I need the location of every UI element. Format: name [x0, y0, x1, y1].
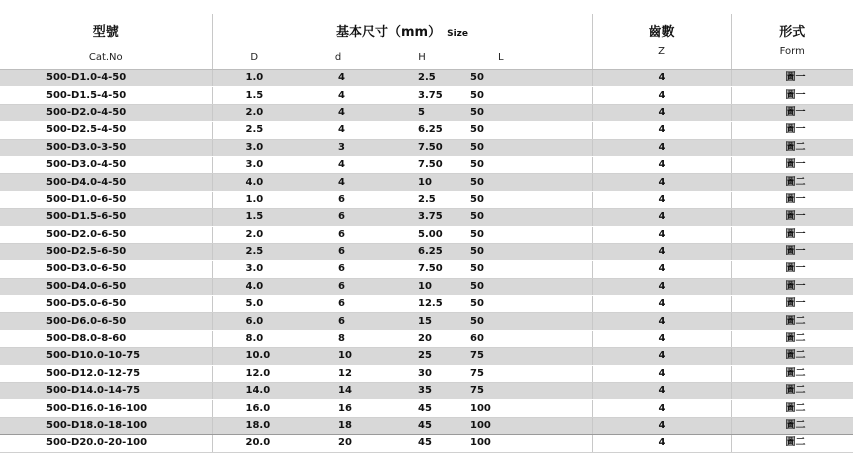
d-cell: 6: [296, 278, 380, 295]
H-cell: 15: [380, 313, 464, 330]
cat-no-cell: 500-D1.5-4-50: [0, 87, 212, 104]
teeth-cell: 4: [592, 70, 731, 87]
D-cell: 16.0: [212, 400, 296, 417]
table-row: [0, 348, 853, 365]
teeth-cell: 4: [592, 139, 731, 156]
size-title-cell: [212, 14, 592, 45]
form-cell: 圖一: [731, 209, 853, 226]
H-cell: 45: [380, 435, 464, 452]
cat-no-cell: 500-D6.0-6-50: [0, 313, 212, 330]
H-cell: 35: [380, 383, 464, 400]
L-cell: 75: [464, 383, 592, 400]
table-row: [0, 435, 853, 452]
cat-no-cell: 500-D16.0-16-100: [0, 400, 212, 417]
L-cell: 50: [464, 296, 592, 313]
size-subtitle: Size: [447, 28, 469, 39]
d-cell: 4: [296, 156, 380, 173]
D-cell: 1.5: [212, 209, 296, 226]
form-cell: 圖二: [731, 313, 853, 330]
L-cell: 100: [464, 435, 592, 452]
H-cell: 3.75: [380, 87, 464, 104]
table-row: [0, 400, 853, 417]
L-cell: 50: [464, 243, 592, 260]
form-title: 形式: [731, 14, 853, 45]
teeth-subtitle: Z: [592, 45, 731, 70]
d-cell: 20: [296, 435, 380, 452]
L-cell: 60: [464, 330, 592, 347]
table-row: [0, 330, 853, 347]
H-cell: 30: [380, 365, 464, 382]
form-cell: 圖二: [731, 365, 853, 382]
cat-no-cell: 500-D1.0-6-50: [0, 191, 212, 208]
table-row: [0, 417, 853, 434]
D-cell: 12.0: [212, 365, 296, 382]
cat-no-cell: 500-D8.0-8-60: [0, 330, 212, 347]
header-row-subtitles: [0, 45, 853, 70]
L-cell: 50: [464, 139, 592, 156]
D-cell: 10.0: [212, 348, 296, 365]
D-cell: 1.5: [212, 87, 296, 104]
cat-no-cell: 500-D2.0-6-50: [0, 226, 212, 243]
L-cell: 75: [464, 348, 592, 365]
teeth-cell: 4: [592, 278, 731, 295]
L-cell: 75: [464, 365, 592, 382]
H-cell: 5.00: [380, 226, 464, 243]
H-cell: 7.50: [380, 261, 464, 278]
form-cell: 圖一: [731, 104, 853, 121]
D-cell: 2.5: [212, 122, 296, 139]
cat-no-cell: 500-D10.0-10-75: [0, 348, 212, 365]
col-header-d: d: [296, 45, 380, 70]
D-cell: 2.0: [212, 104, 296, 121]
teeth-cell: 4: [592, 330, 731, 347]
d-cell: 4: [296, 70, 380, 87]
L-cell: 50: [464, 122, 592, 139]
teeth-cell: 4: [592, 122, 731, 139]
table-row: [0, 243, 853, 260]
table-row: [0, 261, 853, 278]
cat-no-cell: 500-D2.5-6-50: [0, 243, 212, 260]
cat-no-cell: 500-D1.5-6-50: [0, 209, 212, 226]
col-header-L: L: [464, 45, 592, 70]
L-cell: 50: [464, 174, 592, 191]
H-cell: 6.25: [380, 122, 464, 139]
col-header-D: D: [212, 45, 296, 70]
L-cell: 50: [464, 156, 592, 173]
table-row: [0, 87, 853, 104]
H-cell: 45: [380, 400, 464, 417]
teeth-cell: 4: [592, 383, 731, 400]
table-row: [0, 191, 853, 208]
form-cell: 圖二: [731, 174, 853, 191]
form-cell: 圖二: [731, 435, 853, 452]
form-cell: 圖二: [731, 330, 853, 347]
H-cell: 5: [380, 104, 464, 121]
D-cell: 5.0: [212, 296, 296, 313]
L-cell: 50: [464, 70, 592, 87]
form-cell: 圖二: [731, 139, 853, 156]
d-cell: 6: [296, 243, 380, 260]
L-cell: 100: [464, 400, 592, 417]
H-cell: 7.50: [380, 156, 464, 173]
teeth-cell: 4: [592, 156, 731, 173]
form-cell: 圖一: [731, 70, 853, 87]
D-cell: 4.0: [212, 278, 296, 295]
teeth-cell: 4: [592, 243, 731, 260]
teeth-cell: 4: [592, 209, 731, 226]
teeth-title: 齒數: [592, 14, 731, 45]
H-cell: 25: [380, 348, 464, 365]
d-cell: 8: [296, 330, 380, 347]
d-cell: 6: [296, 226, 380, 243]
form-cell: 圖一: [731, 278, 853, 295]
H-cell: 10: [380, 174, 464, 191]
teeth-cell: 4: [592, 400, 731, 417]
table-row: [0, 226, 853, 243]
form-cell: 圖一: [731, 296, 853, 313]
col-header-H: H: [380, 45, 464, 70]
form-cell: 圖一: [731, 156, 853, 173]
size-title: 基本尺寸（mm）: [336, 24, 442, 40]
form-cell: 圖二: [731, 383, 853, 400]
cat-no-subtitle: Cat.No: [0, 45, 212, 70]
form-cell: 圖一: [731, 87, 853, 104]
H-cell: 10: [380, 278, 464, 295]
d-cell: 4: [296, 104, 380, 121]
form-cell: 圖一: [731, 122, 853, 139]
teeth-cell: 4: [592, 365, 731, 382]
H-cell: 2.5: [380, 191, 464, 208]
d-cell: 6: [296, 191, 380, 208]
teeth-cell: 4: [592, 435, 731, 452]
table-row: [0, 104, 853, 121]
d-cell: 12: [296, 365, 380, 382]
D-cell: 3.0: [212, 139, 296, 156]
d-cell: 14: [296, 383, 380, 400]
cat-no-cell: 500-D20.0-20-100: [0, 435, 212, 452]
L-cell: 50: [464, 226, 592, 243]
d-cell: 4: [296, 87, 380, 104]
D-cell: 8.0: [212, 330, 296, 347]
d-cell: 6: [296, 296, 380, 313]
d-cell: 4: [296, 122, 380, 139]
L-cell: 50: [464, 313, 592, 330]
D-cell: 20.0: [212, 435, 296, 452]
D-cell: 1.0: [212, 191, 296, 208]
cat-no-cell: 500-D12.0-12-75: [0, 365, 212, 382]
H-cell: 12.5: [380, 296, 464, 313]
teeth-cell: 4: [592, 348, 731, 365]
cat-no-cell: 500-D5.0-6-50: [0, 296, 212, 313]
table-row: [0, 122, 853, 139]
L-cell: 50: [464, 209, 592, 226]
teeth-cell: 4: [592, 104, 731, 121]
D-cell: 3.0: [212, 156, 296, 173]
teeth-cell: 4: [592, 174, 731, 191]
H-cell: 7.50: [380, 139, 464, 156]
cat-no-cell: 500-D3.0-4-50: [0, 156, 212, 173]
L-cell: 50: [464, 191, 592, 208]
d-cell: 16: [296, 400, 380, 417]
spec-table: [0, 14, 853, 453]
teeth-cell: 4: [592, 261, 731, 278]
d-cell: 4: [296, 174, 380, 191]
D-cell: 14.0: [212, 383, 296, 400]
d-cell: 6: [296, 209, 380, 226]
d-cell: 10: [296, 348, 380, 365]
teeth-cell: 4: [592, 226, 731, 243]
H-cell: 2.5: [380, 70, 464, 87]
cat-no-cell: 500-D18.0-18-100: [0, 417, 212, 434]
D-cell: 18.0: [212, 417, 296, 434]
table-row: [0, 156, 853, 173]
D-cell: 3.0: [212, 261, 296, 278]
cat-no-cell: 500-D2.0-4-50: [0, 104, 212, 121]
header-row-titles: [0, 14, 853, 45]
table-row: [0, 174, 853, 191]
table-row: [0, 209, 853, 226]
cat-no-cell: 500-D3.0-6-50: [0, 261, 212, 278]
form-cell: 圖一: [731, 243, 853, 260]
form-cell: 圖一: [731, 261, 853, 278]
H-cell: 45: [380, 417, 464, 434]
L-cell: 50: [464, 261, 592, 278]
D-cell: 1.0: [212, 70, 296, 87]
table-row: [0, 313, 853, 330]
d-cell: 6: [296, 261, 380, 278]
table-row: [0, 70, 853, 87]
cat-no-cell: 500-D3.0-3-50: [0, 139, 212, 156]
table-body: [0, 70, 853, 453]
d-cell: 6: [296, 313, 380, 330]
table-row: [0, 383, 853, 400]
teeth-cell: 4: [592, 191, 731, 208]
form-subtitle: Form: [731, 45, 853, 70]
table-bottom-rule: [0, 434, 853, 435]
cat-no-cell: 500-D4.0-6-50: [0, 278, 212, 295]
L-cell: 100: [464, 417, 592, 434]
table-row: [0, 365, 853, 382]
cat-no-cell: 500-D1.0-4-50: [0, 70, 212, 87]
H-cell: 20: [380, 330, 464, 347]
form-cell: 圖二: [731, 348, 853, 365]
teeth-cell: 4: [592, 87, 731, 104]
teeth-cell: 4: [592, 296, 731, 313]
form-cell: 圖一: [731, 191, 853, 208]
form-cell: 圖二: [731, 417, 853, 434]
H-cell: 3.75: [380, 209, 464, 226]
cat-no-cell: 500-D14.0-14-75: [0, 383, 212, 400]
teeth-cell: 4: [592, 417, 731, 434]
cat-no-cell: 500-D2.5-4-50: [0, 122, 212, 139]
D-cell: 4.0: [212, 174, 296, 191]
D-cell: 2.0: [212, 226, 296, 243]
D-cell: 6.0: [212, 313, 296, 330]
H-cell: 6.25: [380, 243, 464, 260]
L-cell: 50: [464, 104, 592, 121]
table-row: [0, 278, 853, 295]
L-cell: 50: [464, 278, 592, 295]
L-cell: 50: [464, 87, 592, 104]
cat-no-title: 型號: [0, 14, 212, 45]
D-cell: 2.5: [212, 243, 296, 260]
cat-no-cell: 500-D4.0-4-50: [0, 174, 212, 191]
teeth-cell: 4: [592, 313, 731, 330]
d-cell: 3: [296, 139, 380, 156]
form-cell: 圖一: [731, 226, 853, 243]
table-row: [0, 139, 853, 156]
d-cell: 18: [296, 417, 380, 434]
form-cell: 圖二: [731, 400, 853, 417]
table-row: [0, 296, 853, 313]
